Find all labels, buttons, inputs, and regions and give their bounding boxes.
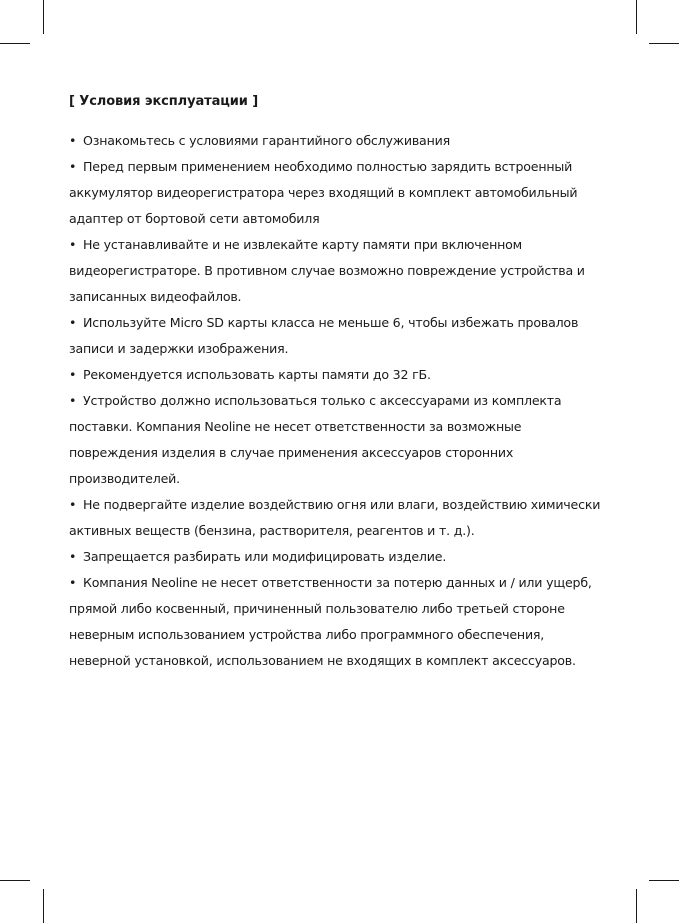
list-item-text: Используйте Micro SD карты класса не меньше 6, чтобы избежать провалов записи и задержки изображения. [69, 315, 579, 356]
bullet-icon: • [69, 575, 77, 590]
section-title: [ Условия эксплуатации ] [69, 94, 259, 109]
list-item-text: Запрещается разбирать или модифицировать изделие. [83, 549, 447, 564]
bullet-icon: • [69, 315, 77, 330]
list-item [69, 570, 609, 674]
list-item [69, 388, 609, 492]
list-item [69, 310, 609, 362]
bullet-icon: • [69, 237, 77, 252]
list-item-text: Не подвергайте изделие воздействию огня или влаги, воздействию химически активных веществ (бензина, растворителя, реагентов и т. д.). [69, 497, 601, 538]
bullet-icon: • [69, 549, 77, 564]
crop-mark-bottom-right-horizontal [649, 880, 679, 881]
bullet-icon: • [69, 159, 77, 174]
list-item [69, 544, 609, 570]
bullet-icon: • [69, 393, 77, 408]
list-item-text: Рекомендуется использовать карты памяти до 32 гБ. [83, 367, 431, 382]
crop-mark-bottom-left-vertical [43, 889, 44, 923]
crop-mark-top-right-vertical [636, 0, 637, 34]
bullet-icon: • [69, 497, 77, 512]
list-item-text: Устройство должно использоваться только с аксессуарами из комплекта поставки. Компания Neoline не несет ответственности за возможные повреждения изделия в случае применения аксессуаров сторонних производителей. [69, 393, 562, 486]
crop-mark-top-right-horizontal [649, 43, 679, 44]
list-item [69, 232, 609, 310]
crop-mark-bottom-right-vertical [636, 889, 637, 923]
crop-mark-top-left-vertical [43, 0, 44, 34]
list-item [69, 362, 609, 388]
list-item [69, 154, 609, 232]
list-item-text: Не устанавливайте и не извлекайте карту памяти при включенном видеорегистраторе. В противном случае возможно повреждение устройства и записанных видеофайлов. [69, 237, 585, 304]
bullet-icon: • [69, 367, 77, 382]
list-item-text: Компания Neoline не несет ответственности за потерю данных и / или ущерб, прямой либо косвенный, причиненный пользователю либо третьей стороне неверным использованием устройства либо программного обеспечения, неверной установкой, использованием не входящих в комплект аксессуаров. [69, 575, 592, 668]
list-item [69, 128, 609, 154]
crop-mark-bottom-left-horizontal [0, 880, 30, 881]
document-section [69, 92, 609, 674]
crop-mark-top-left-horizontal [0, 43, 30, 44]
bullet-icon: • [69, 133, 77, 148]
list-item [69, 492, 609, 544]
list-item-text: Перед первым применением необходимо полностью зарядить встроенный аккумулятор видеорегистратора через входящий в комплект автомобильный адаптер от бортовой сети автомобиля [69, 159, 578, 226]
list-item-text: Ознакомьтесь с условиями гарантийного обслуживания [83, 133, 450, 148]
